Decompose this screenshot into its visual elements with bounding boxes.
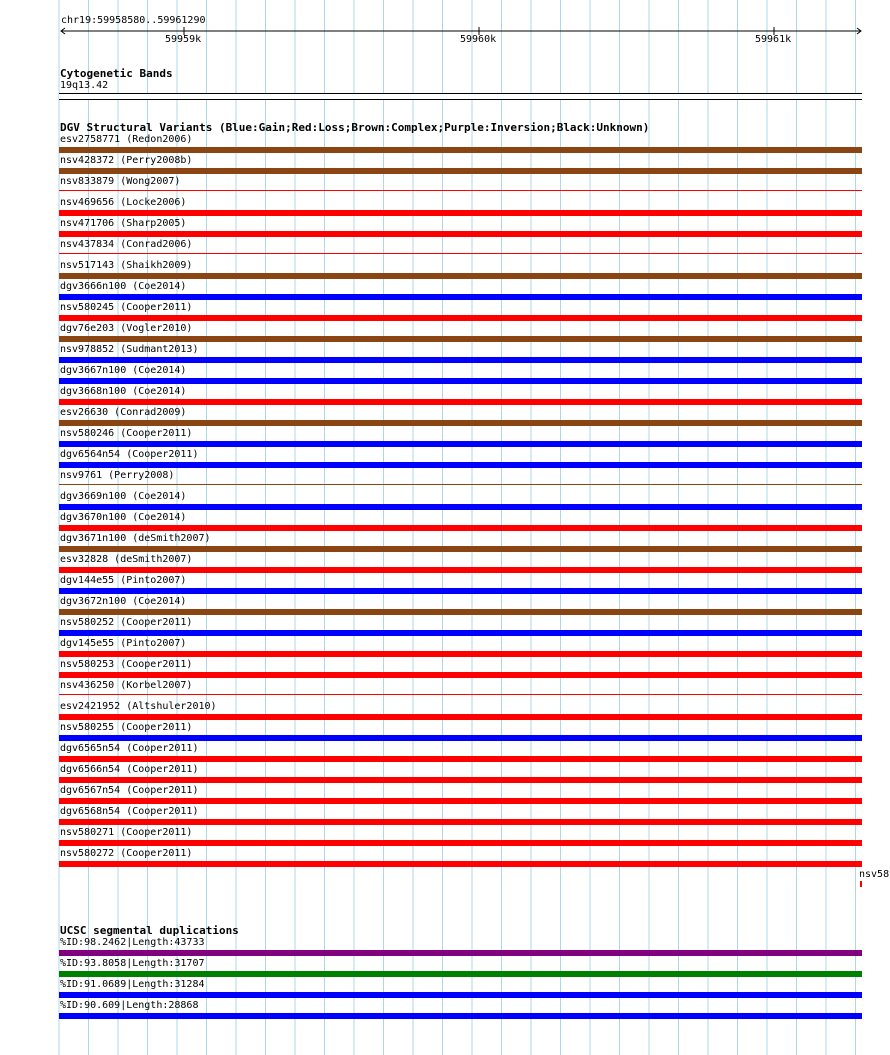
dgv-feature-bar[interactable] (59, 210, 862, 216)
dgv-feature-label[interactable]: esv2421952 (Altshuler2010) (60, 701, 217, 712)
dgv-feature-bar[interactable] (59, 147, 862, 153)
dgv-feature-bar[interactable] (59, 504, 862, 510)
dgv-feature-label[interactable]: dgv144e55 (Pinto2007) (60, 575, 187, 586)
dgv-feature-label[interactable]: dgv3669n100 (Coe2014) (60, 491, 187, 502)
dgv-feature-label[interactable]: nsv471706 (Sharp2005) (60, 218, 187, 229)
dgv-feature-bar[interactable] (59, 525, 862, 531)
dgv-feature-bar[interactable] (59, 190, 862, 191)
dgv-feature-label[interactable]: esv32828 (deSmith2007) (60, 554, 193, 565)
cytoband-bar[interactable] (59, 93, 862, 100)
dgv-feature-label[interactable]: nsv580253 (Cooper2011) (60, 659, 193, 670)
dgv-feature-bar[interactable] (59, 651, 862, 657)
ruler-region-label: chr19:59958580..59961290 (61, 15, 206, 26)
segdup-feature-label[interactable]: %ID:93.8058|Length:31707 (60, 958, 205, 969)
dgv-feature-label[interactable]: dgv3667n100 (Coe2014) (60, 365, 187, 376)
dgv-feature-label[interactable]: nsv580246 (Cooper2011) (60, 428, 193, 439)
dgv-track-title[interactable]: DGV Structural Variants (Blue:Gain;Red:Loss;Brown:Complex;Purple:Inversion;Black:Unknown) (60, 121, 650, 134)
dgv-overflow-feature[interactable] (860, 881, 862, 887)
dgv-feature-label[interactable]: dgv3668n100 (Coe2014) (60, 386, 187, 397)
dgv-feature-bar[interactable] (59, 253, 862, 254)
cytoband-label: 19q13.42 (60, 80, 109, 91)
dgv-feature-bar[interactable] (59, 609, 862, 615)
dgv-feature-bar[interactable] (59, 231, 862, 237)
dgv-feature-bar[interactable] (59, 861, 862, 867)
dgv-feature-bar[interactable] (59, 168, 862, 174)
dgv-feature-label[interactable]: nsv437834 (Conrad2006) (60, 239, 193, 250)
dgv-feature-bar[interactable] (59, 630, 862, 636)
dgv-feature-label[interactable]: nsv580252 (Cooper2011) (60, 617, 193, 628)
dgv-feature-bar[interactable] (59, 735, 862, 741)
dgv-feature-label[interactable]: nsv978852 (Sudmant2013) (60, 344, 199, 355)
dgv-feature-label[interactable]: dgv6567n54 (Cooper2011) (60, 785, 199, 796)
dgv-feature-label[interactable]: dgv145e55 (Pinto2007) (60, 638, 187, 649)
ruler-tick-label: 59960k (460, 34, 497, 45)
dgv-feature-label[interactable]: dgv6565n54 (Cooper2011) (60, 743, 199, 754)
dgv-feature-bar[interactable] (59, 315, 862, 321)
dgv-overflow-label[interactable]: nsv58 (859, 869, 890, 880)
segdup-feature-bar[interactable] (59, 992, 862, 998)
cytoband-track-title[interactable]: Cytogenetic Bands (60, 67, 173, 80)
dgv-feature-label[interactable]: dgv3670n100 (Coe2014) (60, 512, 187, 523)
dgv-feature-bar[interactable] (59, 567, 862, 573)
dgv-feature-bar[interactable] (59, 378, 862, 384)
dgv-feature-label[interactable]: esv26630 (Conrad2009) (60, 407, 187, 418)
dgv-feature-label[interactable]: dgv6566n54 (Cooper2011) (60, 764, 199, 775)
segdup-track-title[interactable]: UCSC segmental duplications (60, 924, 239, 937)
dgv-feature-bar[interactable] (59, 484, 862, 485)
dgv-feature-bar[interactable] (59, 546, 862, 552)
dgv-feature-bar[interactable] (59, 840, 862, 846)
dgv-feature-bar[interactable] (59, 672, 862, 678)
dgv-feature-label[interactable]: nsv580271 (Cooper2011) (60, 827, 193, 838)
dgv-feature-label[interactable]: nsv833879 (Wong2007) (60, 176, 181, 187)
segdup-feature-label[interactable]: %ID:98.2462|Length:43733 (60, 937, 205, 948)
dgv-feature-bar[interactable] (59, 819, 862, 825)
dgv-feature-label[interactable]: nsv580255 (Cooper2011) (60, 722, 193, 733)
dgv-feature-label[interactable]: dgv76e203 (Vogler2010) (60, 323, 193, 334)
dgv-feature-label[interactable]: nsv9761 (Perry2008) (60, 470, 175, 481)
dgv-feature-label[interactable]: dgv3666n100 (Coe2014) (60, 281, 187, 292)
dgv-feature-bar[interactable] (59, 441, 862, 447)
dgv-feature-label[interactable]: nsv517143 (Shaikh2009) (60, 260, 193, 271)
dgv-feature-bar[interactable] (59, 420, 862, 426)
dgv-feature-bar[interactable] (59, 273, 862, 279)
segdup-feature-bar[interactable] (59, 1013, 862, 1019)
dgv-feature-label[interactable]: dgv6564n54 (Cooper2011) (60, 449, 199, 460)
segdup-feature-label[interactable]: %ID:91.0689|Length:31284 (60, 979, 205, 990)
dgv-feature-label[interactable]: esv2758771 (Redon2006) (60, 134, 193, 145)
dgv-feature-bar[interactable] (59, 294, 862, 300)
dgv-feature-label[interactable]: dgv3672n100 (Coe2014) (60, 596, 187, 607)
segdup-feature-bar[interactable] (59, 950, 862, 956)
dgv-feature-bar[interactable] (59, 798, 862, 804)
ruler-tick-label: 59961k (755, 34, 792, 45)
dgv-feature-label[interactable]: nsv580245 (Cooper2011) (60, 302, 193, 313)
dgv-feature-label[interactable]: dgv3671n100 (deSmith2007) (60, 533, 211, 544)
segdup-feature-bar[interactable] (59, 971, 862, 977)
ruler-tick-label: 59959k (165, 34, 202, 45)
dgv-feature-bar[interactable] (59, 462, 862, 468)
dgv-feature-bar[interactable] (59, 777, 862, 783)
dgv-feature-label[interactable]: nsv580272 (Cooper2011) (60, 848, 193, 859)
segdup-feature-label[interactable]: %ID:90.609|Length:28868 (60, 1000, 199, 1011)
dgv-feature-label[interactable]: nsv428372 (Perry2008b) (60, 155, 193, 166)
dgv-feature-bar[interactable] (59, 694, 862, 695)
dgv-feature-bar[interactable] (59, 588, 862, 594)
dgv-feature-label[interactable]: nsv469656 (Locke2006) (60, 197, 187, 208)
dgv-feature-bar[interactable] (59, 399, 862, 405)
dgv-feature-bar[interactable] (59, 357, 862, 363)
dgv-feature-bar[interactable] (59, 714, 862, 720)
dgv-feature-label[interactable]: dgv6568n54 (Cooper2011) (60, 806, 199, 817)
dgv-feature-bar[interactable] (59, 756, 862, 762)
dgv-feature-label[interactable]: nsv436250 (Korbel2007) (60, 680, 193, 691)
dgv-feature-bar[interactable] (59, 336, 862, 342)
